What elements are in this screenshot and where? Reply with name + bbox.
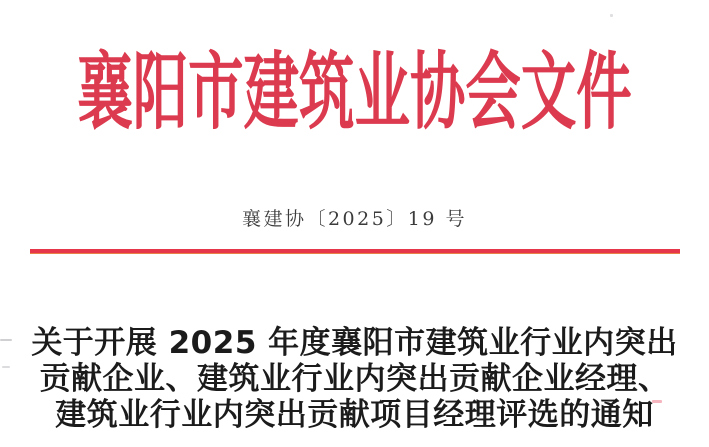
scan-artifact <box>652 400 662 403</box>
document-header-title: 襄阳市建筑业协会文件 <box>77 42 632 141</box>
notice-title-line-1: 关于开展 2025 年度襄阳市建筑业行业内突出 <box>31 325 678 361</box>
scan-artifact <box>2 366 10 368</box>
notice-title <box>0 325 709 433</box>
scan-artifact <box>610 14 613 17</box>
red-divider-line <box>30 249 680 254</box>
document-number: 襄建协〔2025〕19 号 <box>241 208 468 230</box>
notice-title-line-3: 建筑业行业内突出贡献项目经理评选的通知 <box>55 397 654 433</box>
notice-title-line-2: 贡献企业、建筑业行业内突出贡献企业经理、 <box>39 361 670 397</box>
scan-artifact <box>0 339 12 341</box>
